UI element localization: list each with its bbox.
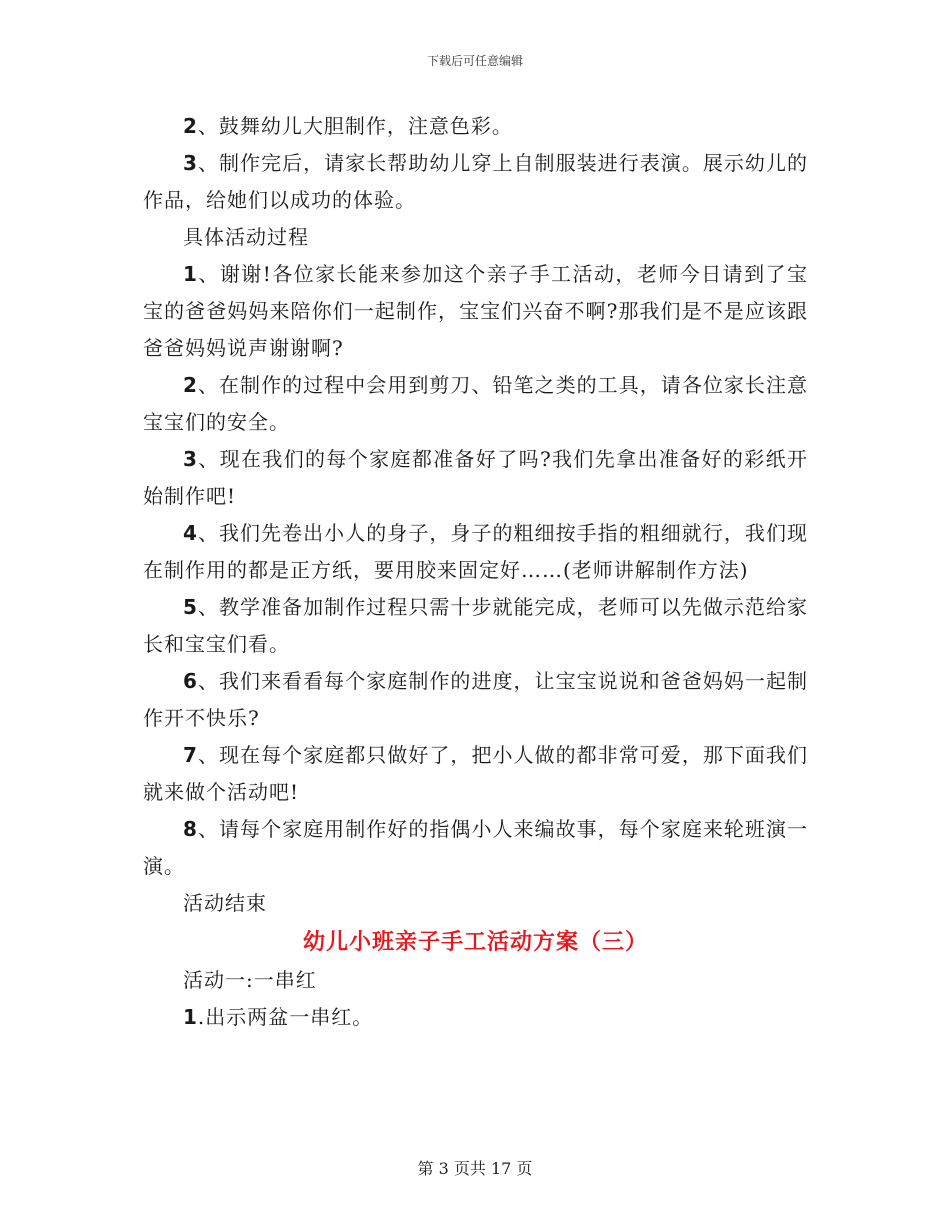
paragraph (143, 589, 808, 663)
paragraph-number: 3 (183, 447, 198, 471)
paragraph-text: 、我们来看看每个家庭制作的进度，让宝宝说说和爸爸妈妈一起制作开不快乐? (143, 669, 808, 730)
paragraph-text: .出示两盆一串红。 (197, 1005, 374, 1029)
paragraph (143, 663, 808, 737)
paragraph (143, 811, 808, 885)
paragraph (143, 885, 808, 922)
paragraph-number: 2 (183, 373, 198, 397)
paragraph (143, 999, 808, 1036)
section-title: 幼儿小班亲子手工活动方案（三） (302, 929, 648, 955)
paragraph-number: 8 (183, 817, 198, 841)
paragraph (143, 108, 808, 145)
paragraph-text: 活动结束 (183, 891, 267, 915)
paragraph-text: 、请每个家庭用制作好的指偶小人来编故事，每个家庭来轮班演一演。 (143, 817, 808, 878)
paragraph (143, 737, 808, 811)
paragraph-text: 、谢谢!各位家长能来参加这个亲子手工活动，老师今日请到了宝宝的爸爸妈妈来陪你们一起制作，宝宝们兴奋不啊?那我们是不是应该跟爸爸妈妈说声谢谢啊? (143, 262, 808, 360)
paragraph (143, 962, 808, 999)
paragraph-text: 、制作完后，请家长帮助幼儿穿上自制服装进行表演。展示幼儿的作品，给她们以成功的体验。 (143, 151, 808, 212)
paragraph-number: 5 (183, 595, 198, 619)
paragraph (143, 367, 808, 441)
paragraph-text: 活动一:一串红 (183, 968, 317, 992)
paragraph-number: 7 (183, 743, 198, 767)
paragraph (143, 441, 808, 515)
paragraph-text: 、我们先卷出小人的身子，身子的粗细按手指的粗细就行，我们现在制作用的都是正方纸，要用胶来固定好……(老师讲解制作方法) (143, 521, 808, 582)
paragraph-text: 、现在每个家庭都只做好了，把小人做的都非常可爱，那下面我们就来做个活动吧! (143, 743, 808, 804)
paragraph-number: 6 (183, 669, 198, 693)
paragraph (143, 219, 808, 256)
paragraph (143, 515, 808, 589)
paragraph-number: 3 (183, 151, 198, 175)
paragraph-number: 4 (183, 521, 198, 545)
paragraph-text: 、教学准备加制作过程只需十步就能完成，老师可以先做示范给家长和宝宝们看。 (143, 595, 808, 656)
paragraph-text: 具体活动过程 (183, 225, 309, 249)
paragraph-number: 1 (183, 262, 198, 286)
paragraph-text: 、现在我们的每个家庭都准备好了吗?我们先拿出准备好的彩纸开始制作吧! (143, 447, 808, 508)
paragraph-text: 、鼓舞幼儿大胆制作，注意色彩。 (197, 114, 513, 138)
document-body (143, 108, 808, 1036)
paragraph (143, 145, 808, 219)
page-number-footer: 第 3 页共 17 页 (417, 1159, 533, 1178)
paragraph (143, 256, 808, 367)
paragraph-number: 2 (183, 114, 198, 138)
paragraph-number: 1 (183, 1005, 198, 1029)
header-note: 下载后可任意编辑 (426, 54, 523, 68)
paragraph-text: 、在制作的过程中会用到剪刀、铅笔之类的工具，请各位家长注意宝宝们的安全。 (143, 373, 808, 434)
